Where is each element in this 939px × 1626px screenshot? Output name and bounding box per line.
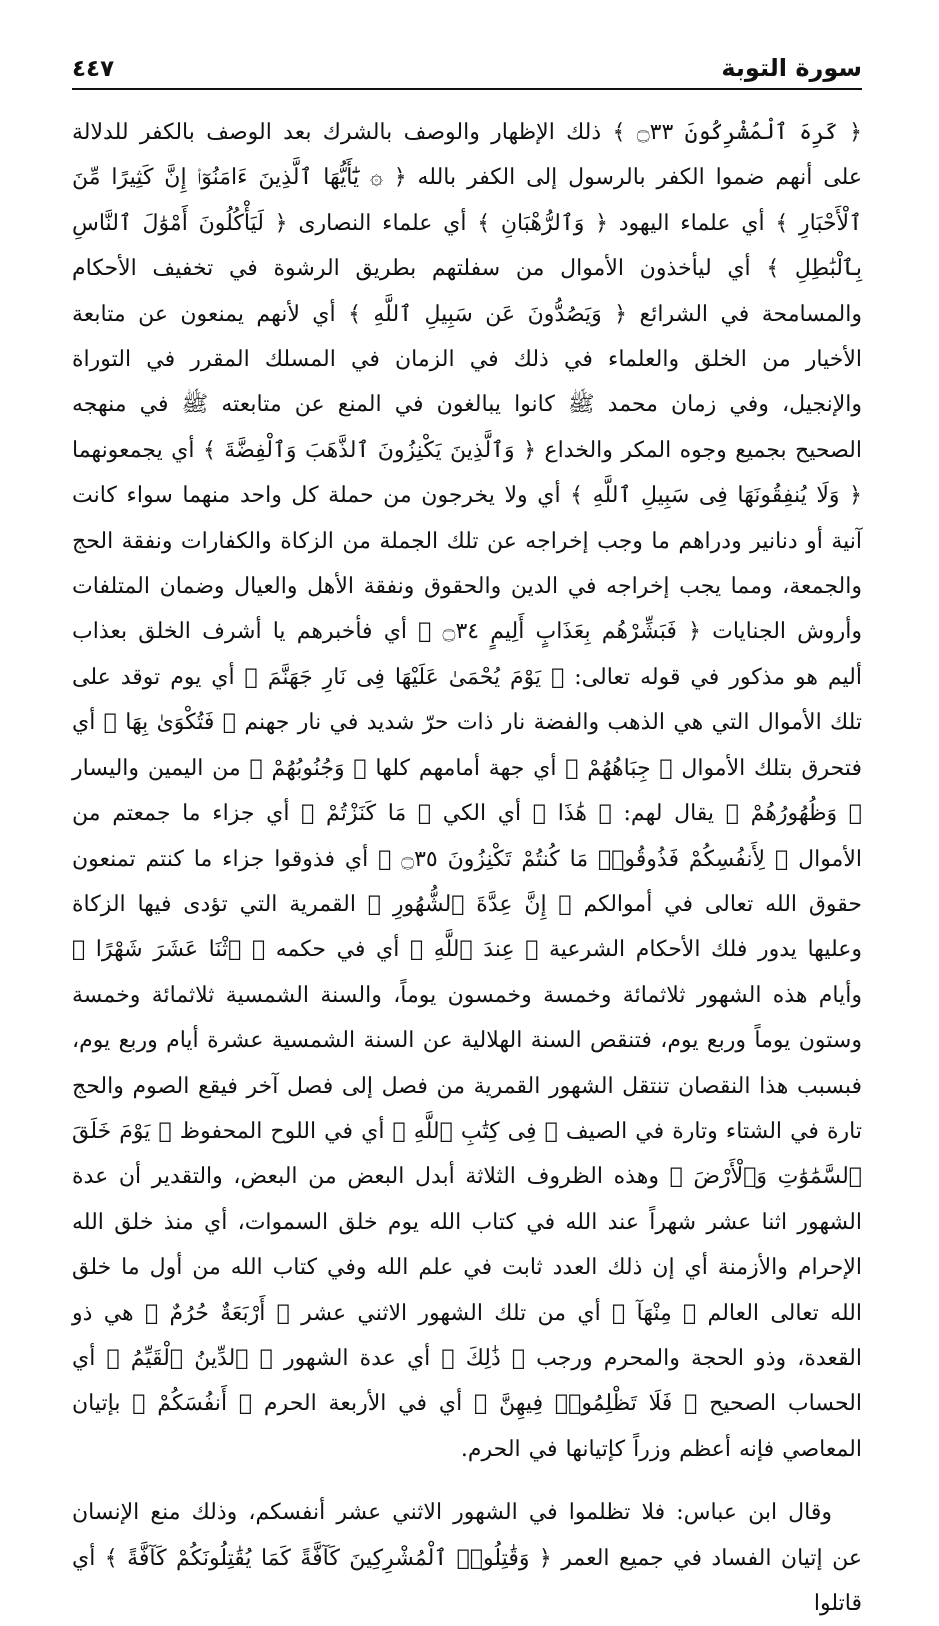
page-number: ٤٤٧ (72, 56, 115, 82)
paragraph: وقال ابن عباس: فلا تظلموا في الشهور الاثني عشر أنفسكم، وذلك منع الإنسان عن إتيان الفساد في جميع العمر ﴿ وَقَٰتِلُوا۟ ٱلْمُشْرِكِينَ كَآفَّةً كَمَا يُقَٰتِلُونَكُمْ كَآفَّةً ﴾ أي قاتلوا (72, 1500, 862, 1616)
body-text (72, 110, 862, 1626)
paragraph: ﴿ كَرِهَ ٱلْمُشْرِكُونَ ۝٣٣ ﴾ ذلك الإظهار والوصف بالشرك بعد الوصف بالكفر للدلالة على أنهم ضموا الكفر بالرسول إلى الكفر بالله ﴿ ۞ يَٰٓأَيُّهَا ٱلَّذِينَ ءَامَنُوٓا۟ إِنَّ كَثِيرًا مِّنَ ٱلْأَحْبَارِ ﴾ أي علماء اليهود ﴿ وَٱلرُّهْبَانِ ﴾ أي علماء النصارى ﴿ لَيَأْكُلُونَ أَمْوَٰلَ ٱلنَّاسِ بِٱلْبَٰطِلِ ﴾ أي ليأخذون الأموال من سفلتهم بطريق الرشوة في تخفيف الأحكام والمسامحة في الشرائع ﴿ وَيَصُدُّونَ عَن سَبِيلِ ٱللَّهِ ﴾ أي لأنهم يمنعون عن متابعة الأخيار من الخلق والعلماء في ذلك في الزمان في المسلك المقرر في التوراة والإنجيل، وفي زمان محمد ﷺ كانوا يبالغون في المنع عن متابعته ﷺ في منهجه الصحيح بجميع وجوه المكر والخداع ﴿ وَٱلَّذِينَ يَكْنِزُونَ ٱلذَّهَبَ وَٱلْفِضَّةَ ﴾ أي يجمعونهما ﴿ وَلَا يُنفِقُونَهَا فِى سَبِيلِ ٱللَّهِ ﴾ أي ولا يخرجون من حملة كل واحد منهما سواء كانت آنية أو دنانير ودراهم ما وجب إخراجه عن تلك الجملة من الزكاة والكفارات ونفقة الحج والجمعة، ومما يجب إخراجه في الدين والحقوق ونفقة الأهل والعيال وضمان المتلفات وأروش الجنايات ﴿ فَبَشِّرْهُم بِعَذَابٍ أَلِيمٍ ۝٣٤ ﴾ أي فأخبرهم يا أشرف الخلق بعذاب أليم هو مذكور في قوله تعالى: ﴿ يَوْمَ يُحْمَىٰ عَلَيْهَا فِى نَارِ جَهَنَّمَ ﴾ أي يوم توقد على تلك الأموال التي هي الذهب والفضة نار ذات حرّ شديد في نار جهنم ﴿ فَتُكْوَىٰ بِهَا ﴾ أي فتحرق بتلك الأموال ﴿ جِبَاهُهُمْ ﴾ أي جهة أمامهم كلها ﴿ وَجُنُوبُهُمْ ﴾ من اليمين واليسار ﴿ وَظُهُورُهُمْ ﴾ يقال لهم: ﴿ هَٰذَا ﴾ أي الكي ﴿ مَا كَنَزْتُمْ ﴾ أي جزاء ما جمعتم من الأموال ﴿ لِأَنفُسِكُمْ فَذُوقُوا۟ مَا كُنتُمْ تَكْنِزُونَ ۝٣٥ ﴾ أي فذوقوا جزاء ما كنتم تمنعون حقوق الله تعالى في أموالكم ﴿ إِنَّ عِدَّةَ ٱلشُّهُورِ ﴾ القمرية التي تؤدى فيها الزكاة وعليها يدور فلك الأحكام الشرعية ﴿ عِندَ ٱللَّهِ ﴾ أي في حكمه ﴿ ٱثْنَا عَشَرَ شَهْرًا ﴾ وأيام هذه الشهور ثلاثمائة وخمسة وخمسون يوماً، والسنة الشمسية ثلاثمائة وخمسة وستون يوماً وربع يوم، فتنقص السنة الهلالية عن السنة الشمسية عشرة أيام وربع يوم، فبسبب هذا النقصان تنتقل الشهور القمرية من فصل إلى فصل آخر فيقع الصوم والحج تارة في الشتاء وتارة في الصيف ﴿ فِى كِتَٰبِ ٱللَّهِ ﴾ أي في اللوح المحفوظ ﴿ يَوْمَ خَلَقَ ٱلسَّمَٰوَٰتِ وَٱلْأَرْضَ ﴾ وهذه الظروف الثلاثة أبدل البعض من البعض، والتقدير أن عدة الشهور اثنا عشر شهراً عند الله في كتاب الله يوم خلق السموات، أي منذ خلق الله الإحرام والأزمنة أي إن ذلك العدد ثابت في علم الله وفي كتاب الله من أول ما خلق الله تعالى العالم ﴿ مِنْهَآ ﴾ أي من تلك الشهور الاثني عشر ﴿ أَرْبَعَةٌ حُرُمٌ ﴾ هي ذو القعدة، وذو الحجة والمحرم ورجب ﴿ ذَٰلِكَ ﴾ أي عدة الشهور ﴿ ٱلدِّينُ ٱلْقَيِّمُ ﴾ أي الحساب الصحيح ﴿ فَلَا تَظْلِمُوا۟ فِيهِنَّ ﴾ أي في الأربعة الحرم ﴿ أَنفُسَكُمْ ﴾ بإتيان المعاصي فإنه أعظم وزراً كإتيانها في الحرم. (72, 120, 863, 1462)
book-page (72, 44, 863, 1616)
surah-title: سورة التوبة (721, 54, 862, 82)
running-header (72, 44, 862, 90)
